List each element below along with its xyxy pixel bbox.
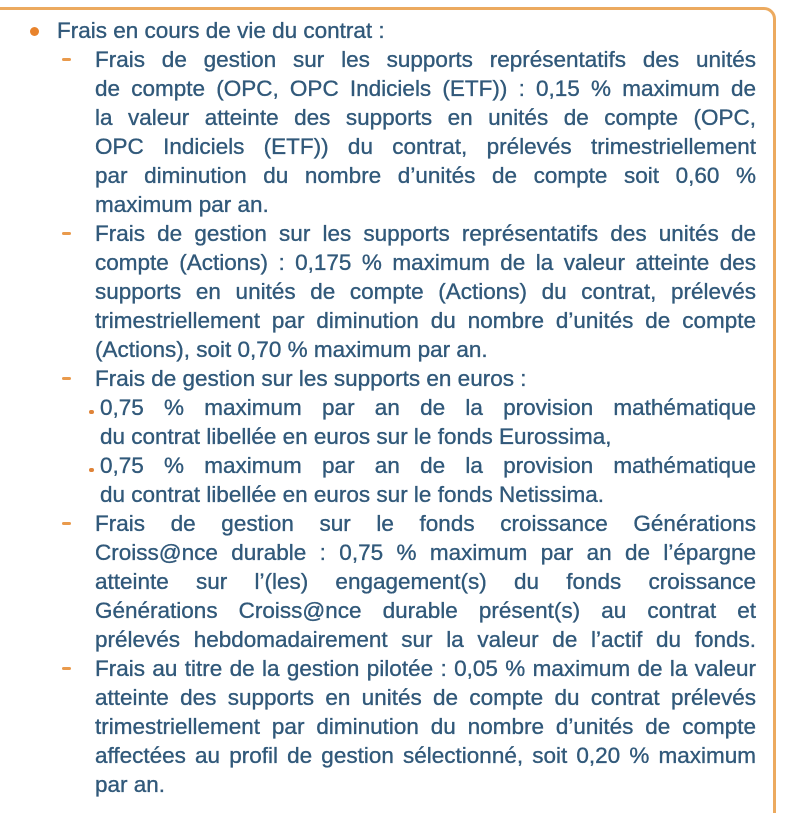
fee-item-gestion-pilotee	[95, 654, 756, 799]
text-line: du contrat libellée en euros sur le fonds Netissima.	[100, 482, 605, 507]
section-heading	[57, 16, 756, 45]
text-line: Générations Croiss@nce durable présent(s) au contrat et	[95, 598, 756, 623]
text-line: trimestriellement par diminution du nombre d’unités de compte	[95, 714, 756, 739]
fee-sub-item-netissima	[100, 451, 756, 509]
text-line: Frais de gestion sur les supports en euros :	[95, 366, 527, 391]
text-line: supports en unités de compte (Actions) du contrat, prélevés	[95, 279, 756, 304]
text-line: compte (Actions) : 0,175 % maximum de la valeur atteinte des	[95, 250, 756, 275]
section-heading-text: Frais en cours de vie du contrat :	[57, 18, 385, 43]
dash-icon	[62, 377, 71, 380]
text-line: 0,75 % maximum par an de la provision mathématique	[100, 453, 756, 478]
text-line: OPC Indiciels (ETF)) du contrat, prélevés trimestriellement	[95, 134, 756, 159]
text-line: du contrat libellée en euros sur le fonds Eurossima,	[100, 424, 612, 449]
text-line: Frais au titre de la gestion pilotée : 0,05 % maximum de la valeur	[95, 656, 756, 681]
text-line: 0,75 % maximum par an de la provision mathématique	[100, 395, 756, 420]
text-line: atteinte sur l’(les) engagement(s) du fonds croissance	[95, 569, 756, 594]
dash-icon	[62, 522, 71, 525]
bullet-icon	[30, 27, 39, 36]
text-line: par an.	[95, 772, 166, 797]
fee-item-euros	[95, 364, 756, 509]
text-line: Frais de gestion sur le fonds croissance Générations	[95, 511, 756, 536]
fees-document	[0, 16, 756, 799]
dash-icon	[62, 58, 71, 61]
fee-item-actions	[95, 219, 756, 364]
dash-icon	[62, 667, 71, 670]
dot-icon	[89, 410, 94, 415]
dash-icon	[62, 232, 71, 235]
text-line: Frais de gestion sur les supports représentatifs des unités	[95, 47, 756, 72]
dot-icon	[89, 468, 94, 473]
fee-item-opc-etf	[95, 45, 756, 219]
fee-sub-item-eurossima	[100, 393, 756, 451]
text-line: par diminution du nombre d’unités de compte soit 0,60 %	[95, 163, 756, 188]
text-line: Frais de gestion sur les supports représentatifs des unités de	[95, 221, 756, 246]
text-line: maximum par an.	[95, 192, 269, 217]
text-line: Croiss@nce durable : 0,75 % maximum par an de l’épargne	[95, 540, 756, 565]
text-line: de compte (OPC, OPC Indiciels (ETF)) : 0,15 % maximum de	[95, 76, 756, 101]
text-line: affectées au profil de gestion sélectionné, soit 0,20 % maximum	[95, 743, 756, 768]
text-line: prélevés hebdomadairement sur la valeur de l’actif du fonds.	[95, 627, 756, 652]
text-line: atteinte des supports en unités de compte du contrat prélevés	[95, 685, 756, 710]
text-line: trimestriellement par diminution du nombre d’unités de compte	[95, 308, 756, 333]
text-line: la valeur atteinte des supports en unités de compte (OPC,	[95, 105, 756, 130]
fee-item-croissance	[95, 509, 756, 654]
text-line: (Actions), soit 0,70 % maximum par an.	[95, 337, 488, 362]
